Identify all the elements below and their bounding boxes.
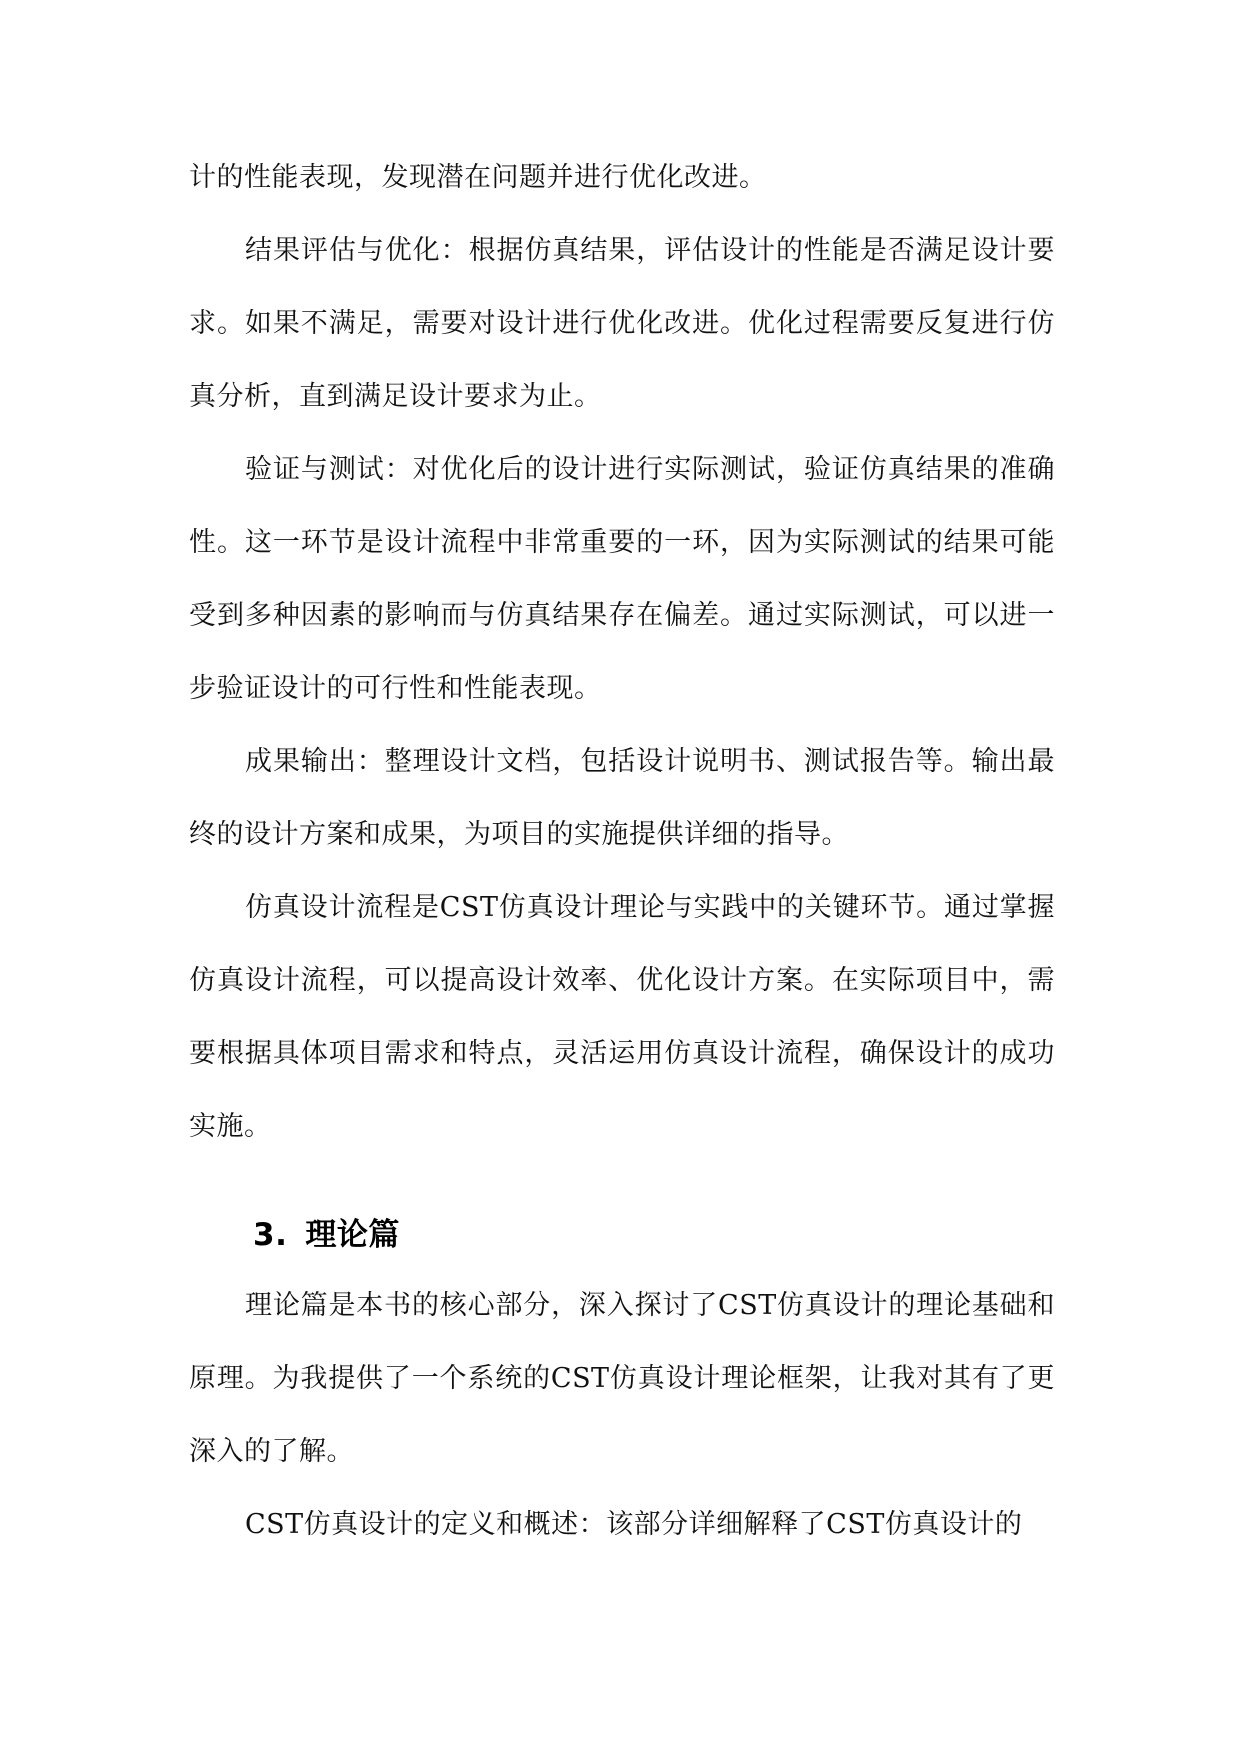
paragraph-continuation: 计的性能表现，发现潜在问题并进行优化改进。 [189,162,767,193]
paragraph-theory-intro: 理论篇是本书的核心部分，深入探讨了CST仿真设计的理论基础和原理。为我提供了一个系统的CST仿真设计理论框架，让我对其有了更深入的了解。 [189,1290,1055,1467]
paragraph-verification-testing: 验证与测试：对优化后的设计进行实际测试，验证仿真结果的准确性。这一环节是设计流程中非常重要的一环，因为实际测试的结果可能受到多种因素的影响而与仿真结果存在偏差。通过实际测试，可以进一步验证设计的可行性和性能表现。 [189,454,1055,704]
section-number: 3. [253,1217,288,1253]
paragraph-output: 成果输出：整理设计文档，包括设计说明书、测试报告等。输出最终的设计方案和成果，为项目的实施提供详细的指导。 [189,746,1055,850]
section-heading [189,1203,1055,1267]
section-title: 理论篇 [305,1217,400,1253]
paragraph-result-evaluation: 结果评估与优化：根据仿真结果，评估设计的性能是否满足设计要求。如果不满足，需要对设计进行优化改进。优化过程需要反复进行仿真分析，直到满足设计要求为止。 [189,235,1055,412]
paragraph-process-summary: 仿真设计流程是CST仿真设计理论与实践中的关键环节。通过掌握仿真设计流程，可以提高设计效率、优化设计方案。在实际项目中，需要根据具体项目需求和特点，灵活运用仿真设计流程，确保设计的成功实施。 [189,892,1055,1142]
page-content [189,141,1055,1561]
paragraph-cst-definition: CST仿真设计的定义和概述：该部分详细解释了CST仿真设计的 [245,1509,1023,1540]
